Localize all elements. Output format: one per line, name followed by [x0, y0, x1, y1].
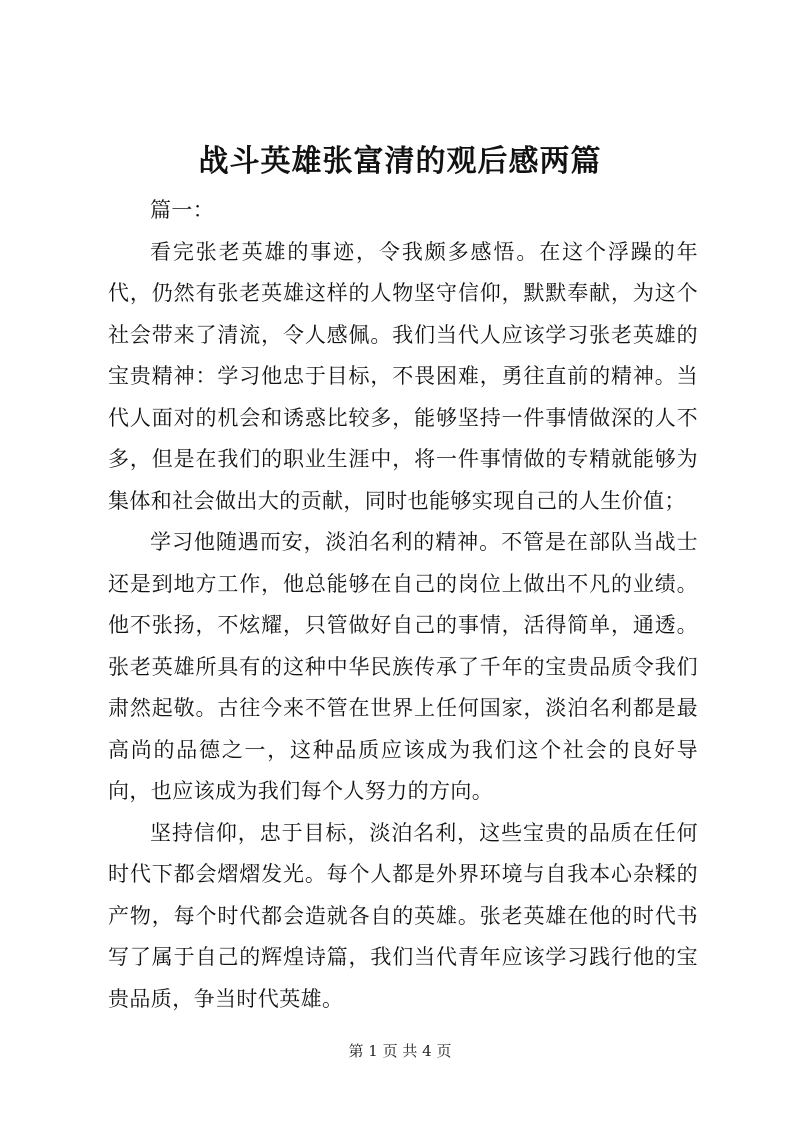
document-body [108, 190, 698, 1020]
paragraph-1: 看完张老英雄的事迹，令我颇多感悟。在这个浮躁的年代，仍然有张老英雄这样的人物坚守信仰，默默奉献，为这个社会带来了清流，令人感佩。我们当代人应该学习张老英雄的宝贵精神：学习他忠于目标，不畏困难，勇往直前的精神。当代人面对的机会和诱惑比较多，能够坚持一件事情做深的人不多，但是在我们的职业生涯中，将一件事情做的专精就能够为集体和社会做出大的贡献，同时也能够实现自己的人生价值； [108, 239, 698, 513]
paragraph-3: 坚持信仰，忠于目标，淡泊名利，这些宝贵的品质在任何时代下都会熠熠发光。每个人都是外界环境与自我本心杂糅的产物，每个时代都会造就各自的英雄。张老英雄在他的时代书写了属于自己的辉煌诗篇，我们当代青年应该学习践行他的宝贵品质，争当时代英雄。 [108, 820, 698, 1011]
paragraph-2: 学习他随遇而安，淡泊名利的精神。不管是在部队当战士还是到地方工作，他总能够在自己的岗位上做出不凡的业绩。他不张扬，不炫耀，只管做好自己的事情，活得简单，通透。张老英雄所具有的这种中华民族传承了千年的宝贵品质令我们肃然起敬。古往今来不管在世界上任何国家，淡泊名利都是最高尚的品德之一，这种品质应该成为我们这个社会的良好导向，也应该成为我们每个人努力的方向。 [108, 530, 698, 803]
section-label: 篇一： [150, 198, 215, 222]
page-number-footer: 第 1 页 共 4 页 [348, 1042, 452, 1060]
document-title: 战斗英雄张富清的观后感两篇 [198, 144, 602, 179]
